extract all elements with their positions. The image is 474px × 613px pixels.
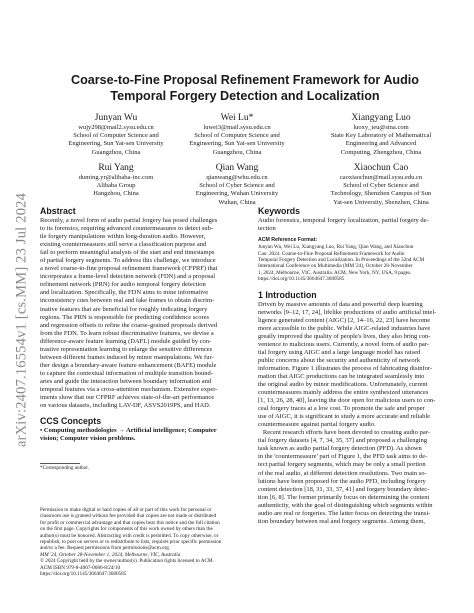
intro-line: ligence generated content (AIGC) [2, 14–16, 22, 23] have become [258, 316, 431, 324]
abstract-line: and regression offsets to refine the coarse-grained proposals derived [40, 321, 218, 329]
permission-line: republish, to post on servers or to redistribute to lists, requires prior specific permission [40, 539, 222, 546]
reference-line: International Conference on Multimedia (MM '24), October 28-November [258, 263, 413, 270]
permission-line: MM '24, October 28-November 1, 2024, Melbourne, VIC, Australia [40, 551, 181, 558]
arxiv-stamp: arXiv:2407.16554v1 [cs.MM] 23 Jul 2024 [13, 192, 30, 448]
permission-line: author(s) must be honored. Abstracting with credit is permitted. To copy otherwise, or [40, 532, 219, 539]
ccs-line: vision; Computer vision problems. [40, 435, 136, 443]
abstract-line: fail to perform meaningful analysis of the start and end timestamps [40, 249, 215, 257]
author-affiliation: School of Computer Science and [73, 132, 159, 140]
reference-format-text [258, 244, 454, 282]
abstract-line: regions. The PRN is responsible for predicting confidence scores [40, 313, 210, 321]
intro-line: ceal forgery traces at a low cost. To promote the safe and proper [258, 405, 425, 413]
abstract-line: aries and guide the interaction between boundary information and [40, 377, 212, 385]
intro-line: task known as audio partial forgery detection (PFD). As shown [258, 445, 422, 453]
intro-text [258, 301, 454, 526]
intro-heading: 1 Introduction [258, 289, 317, 300]
permission-block [40, 507, 240, 577]
keywords-line: tection [258, 225, 276, 233]
author-affiliation: School of Cyber Science and [343, 182, 419, 190]
intro-line: countermeasure against partial forgery audio. [258, 421, 376, 429]
permission-line: on the first page. Copyrights for components of this work owned by others than the [40, 526, 213, 533]
abstract-line: to capture the contextual information of multiple transition bound- [40, 369, 213, 377]
author-affiliation: Alibaba Group [96, 182, 136, 190]
reference-line: 1, 2024, Melbourne, VIC, Australia. ACM, New York, NY, USA, 9 pages. [258, 269, 412, 276]
abstract-heading: Abstract [40, 206, 76, 216]
author-email: caoxiaochun@mail.sysu.edu.cn [339, 174, 423, 181]
intro-line: public concerns about the security and authenticity of network [258, 356, 421, 364]
author-block [306, 162, 456, 207]
abstract-line: incorporates a frame-level detection network (FDN) and a proposal [40, 273, 216, 281]
reference-line: Cao. 2024. Coarse-to-Fine Proposal Refinement Framework for Audio [258, 250, 405, 257]
intro-line: information. Figure 1 illustrates the process of fabricating disinfor- [258, 364, 433, 372]
abstract-line: Recently, a novel form of audio partial forgery has posed challenges [40, 217, 218, 224]
intro-line: tect partial forgery segments, which may be only a small portion [258, 461, 426, 469]
intro-line: tial forgery datasets [4, 7, 34, 35, 37] and proposed a challenging [258, 437, 428, 445]
abstract-line: ther design a boundary-aware feature enhancement (BAFE) module [40, 361, 217, 369]
abstract-line: temporal features via a cross-attention mechanism. Extensive exper- [40, 385, 218, 393]
paper-title [40, 72, 450, 104]
intro-line: in the 'countermeasure' part of Figure 1, the PFD task aims to de- [258, 453, 428, 461]
abstract-line: iments show that our CFPRF achieves state-of-the-art performance [40, 394, 215, 402]
author-name: Xiangyang Luo [351, 113, 411, 123]
reference-line: Junyan Wu, Wei Lu, Xiangyang Luo, Rui Yang, Qian Wang, and Xiaochun [258, 244, 414, 251]
abstract-line: trastive representation learning to enlarge the sensitive differences [40, 345, 213, 353]
author-block [162, 162, 312, 207]
author-affiliation: Engineering and Advanced [345, 140, 417, 148]
keywords-line: Audio forensics, temporal forgery localization, partial forgery de- [258, 217, 429, 224]
abstract-line: and localization. Specifically, the FDN aims to mine informative [40, 289, 209, 297]
author-affiliation: Technology, Shenzhen Campus of Sun [330, 190, 432, 198]
abstract-line: inconsistency cues between real and fake frames to obtain discrim- [40, 297, 215, 305]
abstract-line: difference-aware feature learning (DAFL) module guided by con- [40, 337, 212, 345]
author-affiliation: Yat-sen University, Shenzhen, China [333, 198, 429, 206]
corresponding-note: *Corresponding author. [40, 465, 89, 471]
permission-line: Permission to make digital or hard copies of all or part of this work for personal or [40, 507, 212, 513]
author-block [162, 112, 312, 157]
intro-line: networks [9–12, 17, 24], lifelike productions of audio artificial intel- [258, 308, 437, 316]
author-email: wujy298@mail2.sysu.edu.cn [78, 124, 154, 131]
author-name: Wei Lu* [220, 113, 254, 123]
author-email: duming.yr@alibaba-inc.com [78, 174, 154, 181]
intro-line: venience to malicious users. Currently, a novel form of audio par- [258, 340, 429, 348]
author-name: Xiaochun Cao [353, 163, 409, 173]
permission-line: ACM ISBN 979-8-4007-0686-8/24/10 [40, 564, 121, 571]
abstract-line: refinement network (PRN) for audio temporal forgery detection [40, 281, 206, 289]
intro-line: audio are real or forgeries. The latter focus on detecting the transi- [258, 509, 431, 517]
author-name: Rui Yang [98, 163, 134, 173]
abstract-line: from the FDN. To learn robust discriminative features, we devise a [40, 329, 214, 337]
keywords-heading: Keywords [258, 206, 301, 216]
title-line: Temporal Forgery Detection and Localization [110, 89, 380, 103]
intro-line: tion boundary between real and forgery segments. Among them, [258, 517, 426, 525]
abstract-line: between different frames induced by minor manipulations. We fur- [40, 353, 214, 361]
intro-line: Recent research efforts have been devoted to creating audio par- [258, 429, 430, 437]
author-affiliation: Computing, Zhengzhou, China [340, 148, 422, 156]
abstract-line: to its forensics, requiring advanced countermeasures to detect sub- [40, 225, 214, 233]
intro-line: tion [6, 8]. The former primarily focus on determining the content [258, 493, 430, 501]
ccs-heading: CCS Concepts [40, 416, 102, 427]
intro-line: countermeasures mainly address the entire synthesized utterances [258, 389, 429, 397]
ccs-line: • Computing methodologies → Artificial intelligence; Computer [40, 427, 217, 435]
author-email: luwei3@mail.sysu.edu.cn [203, 124, 271, 131]
author-affiliation: Wuhan, China [218, 198, 256, 206]
author-affiliation: State Key Laboratory of Mathematical [330, 132, 432, 140]
abstract-line: inative features that are beneficial for roughly indicating forgery [40, 305, 208, 313]
intro-line: the original audio by minor modifications. Unfortunately, current [258, 381, 428, 388]
left-column [40, 206, 240, 443]
intro-line: [1, 13, 26, 28, 40], leaving the door open for malicious users to con- [258, 397, 436, 405]
permission-line: for profit or commercial advantage and that copies bear this notice and the full citation [40, 519, 220, 526]
permission-line: © 2024 Copyright held by the owner/author(s). Publication rights licensed to ACM. [40, 558, 214, 565]
author-affiliation: Hangzhou, China [93, 190, 139, 198]
author-block [306, 112, 456, 157]
author-email: luoxy_ieu@sina.com [353, 124, 409, 131]
author-affiliation: Engineering, Wuhan University [195, 190, 279, 198]
author-affiliation: School of Cyber Science and [199, 182, 275, 190]
author-name: Qian Wang [215, 163, 259, 173]
abstract-line: tle forgery manipulations within long-duration audio. However, [40, 233, 206, 241]
intro-line: Driven by massive amounts of data and powerful deep learning [258, 300, 423, 308]
author-name: Junyan Wu [94, 113, 138, 123]
abstract-line: existing countermeasures still serve a classification purpose and [40, 241, 207, 249]
abstract-line: of partial forgery segments. To address this challenge, we introduce [40, 257, 216, 265]
author-affiliation: School of Computer Science and [194, 132, 280, 140]
intro-line: mation that AIGC productions can be integrated seamlessly into [258, 372, 425, 380]
author-affiliation: Guangzhou, China [91, 148, 141, 156]
reference-doi-link[interactable]: https://doi.org/10.1145/3664647.3680585 [258, 276, 345, 283]
author-affiliation: Guangzhou, China [212, 148, 262, 156]
reference-format-heading: ACM Reference Format: [258, 237, 318, 244]
intro-line: content detection [18, 31, 33, 37, 41] and forgery boundary detec- [258, 485, 430, 493]
title-line: Coarse-to-Fine Proposal Refinement Framework for Audio [70, 73, 419, 87]
author-affiliation: Engineering, Sun Yat-sen University [189, 140, 285, 148]
intro-line: use of AIGC, it is significant to study a more accurate and reliable [258, 413, 431, 421]
intro-line: lutions have been proposed for the audio PFD, including forgery [258, 477, 426, 485]
doi-link[interactable]: https://doi.org/10.1145/3664647.3680585 [40, 571, 127, 578]
footnote-rule [40, 463, 80, 464]
right-column [258, 206, 454, 526]
abstract-line: a novel coarse-to-fine proposal refinement framework (CFPRF) that [40, 265, 218, 273]
intro-line: more accessible to the public. While AIGC-related industries have [258, 324, 431, 332]
permission-line: and/or a fee. Request permissions from permissions@acm.org. [40, 545, 171, 552]
abstract-text [40, 217, 240, 410]
intro-line: authenticity, with the goal of distinguishing which segments within [258, 501, 433, 509]
permission-line: classroom use is granted without fee provided that copies are not made or distributed [40, 513, 217, 520]
author-email: qianwang@whu.edu.cn [206, 174, 268, 181]
author-affiliation: Engineering, Sun Yat-sen University [68, 140, 164, 148]
intro-line: greatly improved the quality of people's lives, they also bring con- [258, 332, 431, 340]
intro-line: of the real audio, at different detection resolutions. Two main so- [258, 469, 427, 477]
abstract-line: on various datasets, including LAV-DF, ASVS2019PS, and HAD. [40, 402, 211, 410]
intro-line: tial forgery using AIGC and a large language model has raised [258, 348, 421, 356]
reference-line: Temporal Forgery Detection and Localization. In Proceedings of the 32nd ACM [258, 256, 425, 263]
